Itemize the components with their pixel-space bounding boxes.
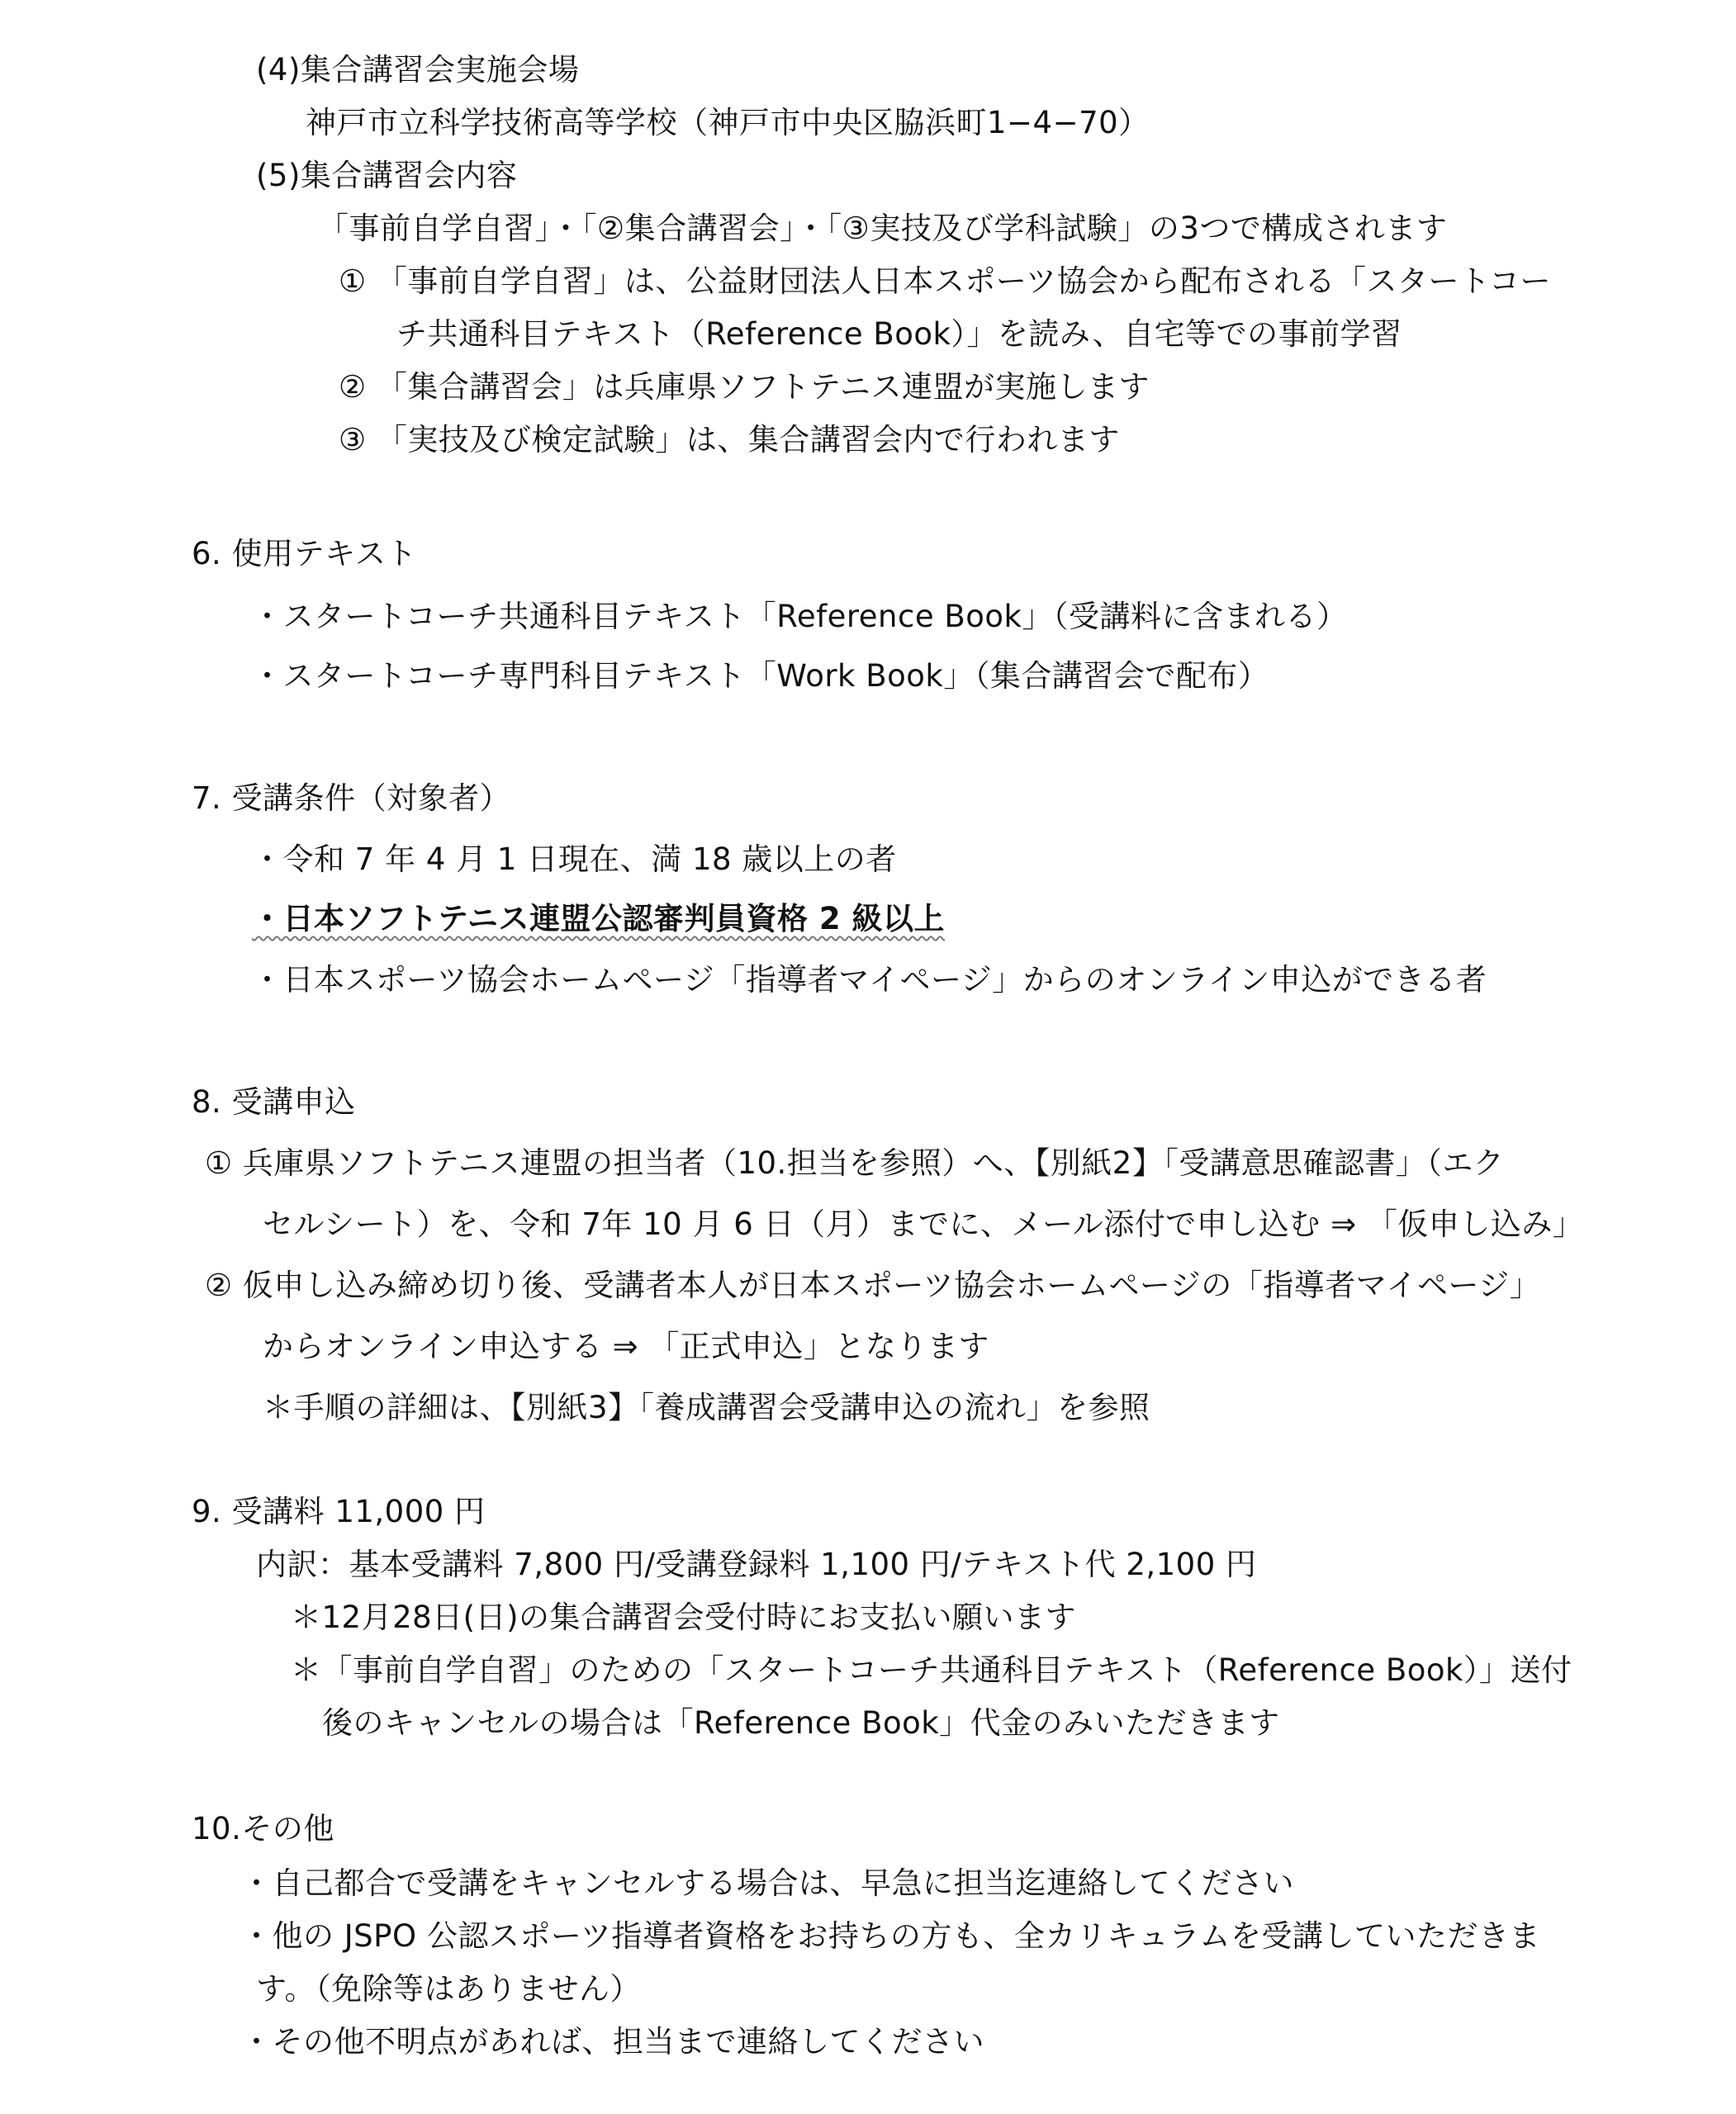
texts-item-1: ・スタートコーチ共通科目テキスト「Reference Book」（受講料に含まれる）: [252, 599, 1348, 634]
texts-heading: 6. 使用テキスト: [192, 536, 417, 571]
fee-note-1: ＊12月28日(日)の集合講習会受付時にお支払い願います: [291, 1600, 1077, 1635]
conditions-item-1: ・令和 7 年 4 月 1 日現在、満 18 歳以上の者: [252, 841, 897, 877]
application-item-2-line-1: ② 仮申し込み締め切り後、受講者本人が日本スポーツ協会ホームページの「指導者マイページ」: [205, 1268, 1541, 1303]
conditions-item-2: ・日本ソフトテニス連盟公認審判員資格 2 級以上: [252, 901, 946, 936]
application-item-1-line-1: ① 兵庫県ソフトテニス連盟の担当者（10.担当を参照）へ、【別紙2】「受講意思確認書」（エク: [205, 1145, 1505, 1181]
content-heading: (5)集合講習会内容: [256, 158, 518, 193]
texts-item-2: ・スタートコーチ専門科目テキスト「Work Book」（集合講習会で配布）: [252, 658, 1269, 694]
content-item-1-line-2: チ共通科目テキスト（Reference Book）」を読み、自宅等での事前学習: [396, 316, 1402, 352]
conditions-item-3: ・日本スポーツ協会ホームページ「指導者マイページ」からのオンライン申込ができる者: [252, 962, 1487, 998]
application-item-2-line-2: からオンライン申込する ⇒ 「正式申込」となります: [263, 1329, 989, 1364]
other-item-1: ・自己都合で受講をキャンセルする場合は、早急に担当迄連絡してください: [241, 1865, 1294, 1901]
other-heading: 10.その他: [192, 1811, 334, 1846]
application-note: ＊手順の詳細は、【別紙3】「養成講習会受講申込の流れ」を参照: [263, 1390, 1150, 1425]
content-item-2: ② 「集合講習会」は兵庫県ソフトテニス連盟が実施します: [339, 369, 1150, 405]
content-item-3: ③ 「実技及び検定試験」は、集合講習会内で行われます: [339, 422, 1120, 457]
application-heading: 8. 受講申込: [192, 1084, 356, 1120]
other-item-2-line-2: す。（免除等はありません）: [256, 1971, 642, 2007]
fee-note-2-line-2: 後のキャンセルの場合は「Reference Book」代金のみいただきます: [322, 1705, 1280, 1741]
fee-heading: 9. 受講料 11,000 円: [192, 1494, 486, 1529]
content-item-1-line-1: ① 「事前自学自習」は、公益財団法人日本スポーツ協会から配布される「スタートコー: [339, 263, 1551, 299]
other-item-2-line-1: ・他の JSPO 公認スポーツ指導者資格をお持ちの方も、全カリキュラムを受講していただきま: [241, 1918, 1541, 1954]
other-item-3: ・その他不明点があれば、担当まで連絡してください: [241, 2024, 984, 2059]
conditions-heading: 7. 受講条件（対象者）: [192, 780, 511, 816]
venue-address: 神戸市立科学技術高等学校（神戸市中央区脇浜町1−4−70）: [306, 105, 1150, 140]
fee-note-2-line-1: ＊「事前自学自習」のための「スタートコーチ共通科目テキスト（Reference Book）」送付: [291, 1652, 1572, 1688]
application-item-1-line-2: セルシート）を、令和 7年 10 月 6 日（月）までに、メール添付で申し込む ⇒ 「仮申し込み」: [263, 1206, 1584, 1242]
venue-heading: (4)集合講習会実施会場: [256, 52, 580, 88]
content-summary: 「事前自学自習」・「②集合講習会」・「③実技及び学科試験」の3つで構成されます: [318, 211, 1448, 246]
fee-breakdown: 内訳：基本受講料 7,800 円/受講登録料 1,100 円/テキスト代 2,100 円: [256, 1547, 1257, 1582]
